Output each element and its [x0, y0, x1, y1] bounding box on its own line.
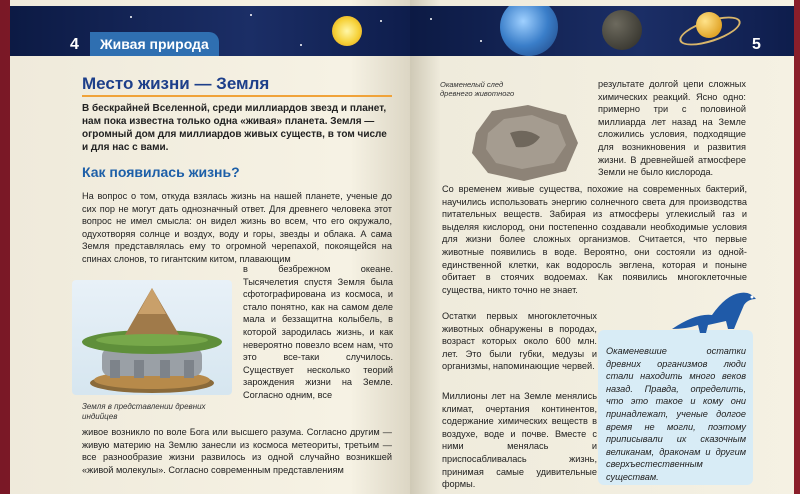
sun-icon [332, 16, 362, 46]
top-text-right: результате долгой цепи сложных химических реакций. Ясно одно: примерно три с половиной миллиарда лет назад на Земле сложились условия, подходящие для возникновения и развития жизни. В древнейшей атмосфере Земли не было кислорода. [598, 79, 746, 178]
info-note-text: Окаменевшие остатки древних организмов люди стали находить много веков назад. Правда, определить, что это такое и кому они принадлежат, ученые долгое время не могли, поэтому приписывали их сказочным великанам, драконам и другим сверхъестественным существам. [606, 346, 746, 482]
space-header-band-right [410, 6, 794, 56]
page-number-left: 4 [70, 36, 79, 53]
fossil-rock-image [470, 103, 582, 183]
paragraph-1: На вопрос о том, откуда взялась жизнь на нашей планете, ученые до сих пор не могут дать однозначный ответ. Для древнего человека этот вопрос не имел смысла: он видел жизнь во всем, что его окружало, одухотворяя солнце и воздух, воду и горы, звезды и облака. А сама Земля представлялась ему то огромной черепахой, покоящейся на спинах слонов, то гигантским китом, плавающим [82, 191, 392, 264]
bottom-text-left: живое возникло по воле Бога или высшего разума. Согласно другим — живую материю на Землю занесли из космоса метеориты, третьим — все разнообразие жизни развилось из одной случайно возникшей «живой молекулы». Согласно современным представлениям [82, 427, 392, 475]
page-number-right: 5 [752, 36, 761, 53]
intro-text: В бескрайней Вселенной, среди миллиардов звезд и планет, нам пока известна только одна «живая» планета. Земля — огромный дом для миллиардов живых существ, в том числе и для нас с вами. [82, 103, 387, 153]
planet-icon [602, 10, 642, 50]
column-text-left: в безбрежном океане. Тысячелетия спустя Земля была сфотографирована из космоса, и стало понятно, как на самом деле мала и беззащитна колыбель, в которой зародилась жизнь, и как невероятно повезло всем нам, что это все-таки случилось. Существует несколько теорий зарождения жизни на Земле. Согласно одним, все [243, 264, 393, 400]
section-tag: Живая природа [90, 32, 219, 56]
image-caption-right: Окаменелый след древнего животного [440, 80, 515, 98]
image-caption-left: Земля в представлении древних индийцев [82, 402, 206, 421]
main-text-right: Со временем живые существа, похожие на современных бактерий, научились использовать энергию солнечного света для производства питательных веществ. Забирая из атмосферы углекислый газ и выделяя кислород, они постепенно создавали необходимые условия для жизни более сложных организмов. Считается, что первые животные появились в воде. Вероятно, они состояли из одной-единственной клетки, как водоросль эвглена, которая и поныне обитает в стоячих водоемах. Как появились многоклеточные существа, никто точно не знает. [442, 184, 747, 295]
title-divider [82, 95, 392, 97]
subheading: Как появилась жизнь? [82, 164, 240, 180]
bottom-text-right: Миллионы лет на Земле менялись климат, очертания континентов, содержание химических веществ в воздухе, воде и почве. Вместе с ними менялась и приспосабливалась жизнь, принимая самые удивительные формы. [442, 391, 597, 490]
column-text-right: Остатки первых многоклеточных животных обнаружены в породах, возраст которых около 600 млн. лет. Это были губки, медузы и организмы, напоминающие червей. [442, 311, 597, 372]
dinosaur-icon [668, 285, 763, 337]
earth-icon [500, 6, 558, 56]
page-title: Место жизни — Земля [82, 74, 270, 93]
ancient-earth-illustration [72, 280, 232, 395]
ringed-planet-icon [696, 12, 722, 38]
left-page [10, 0, 410, 494]
